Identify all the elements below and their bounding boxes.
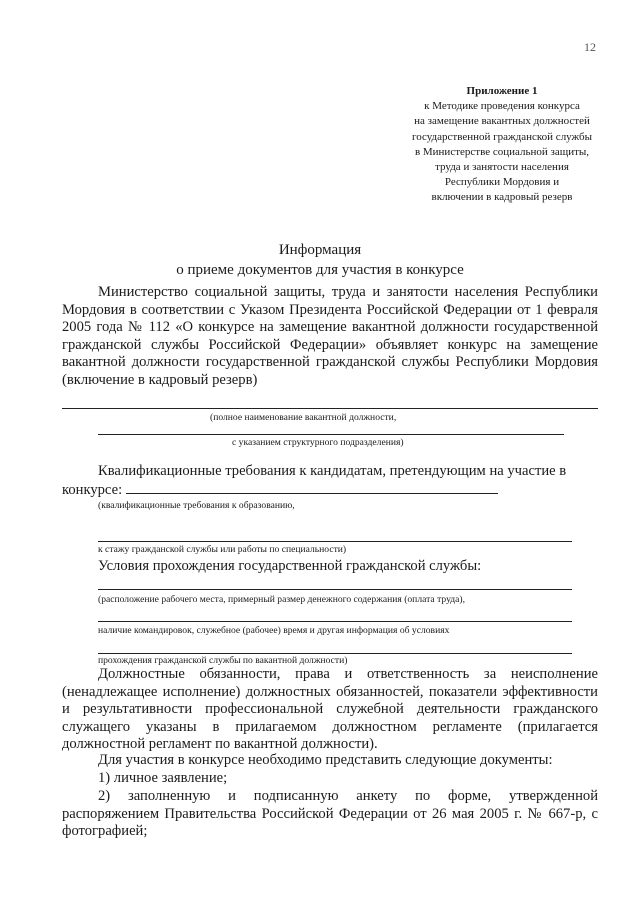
duties-paragraph: Должностные обязанности, права и ответственность за неисполнение (ненадлежащее исполнение) должностных обязанностей, показатели эффективности и результативности профессиональной служебной деятельности гражданского служащего указаны в прилагаемом должностном регламенте (прилагается должностной регламент по вакантной должности).: [62, 666, 598, 753]
appendix-line: государственной гражданской службы: [412, 130, 592, 143]
department-caption: с указанием структурного подразделения): [232, 437, 404, 448]
appendix-heading: Приложение 1: [466, 85, 538, 97]
qualification-paragraph: [62, 463, 598, 481]
experience-blank-line: [98, 541, 572, 542]
documents-intro: Для участия в конкурсе необходимо представить следующие документы:: [98, 752, 553, 768]
appendix-line: на замещение вакантных должностей: [414, 115, 590, 128]
appendix-line: к Методике проведения конкурса: [424, 100, 580, 113]
title-line-1: Информация: [278, 242, 362, 258]
appendix-line: включении в кадровый резерв: [431, 191, 573, 204]
conditions-heading: Условия прохождения государственной гражданской службы:: [98, 558, 482, 574]
appendix-line: в Министерстве социальной защиты,: [414, 145, 590, 158]
documents-item-2: 2) заполненную и подписанную анкету по форме, утвержденной распоряжением Правительства Российской Федерации от 26 мая 2005 г. № 667-р, с фотографией;: [62, 788, 598, 840]
intro-paragraph: Министерство социальной защиты, труда и занятости населения Республики Мордовия в соответствии с Указом Президента Российской Федерации от 1 февраля 2005 года № 112 «О конкурсе на замещение вакантной должности государственной гражданской службы Российской Федерации» объявляет конкурс на замещение вакантной должности государственной гражданской службы Республики Мордовия (включение в кадровый резерв): [62, 284, 598, 388]
qualification-blank-line: [126, 481, 498, 494]
page-number: 12: [584, 40, 596, 54]
document-title: [60, 240, 580, 280]
workplace-blank-line: [98, 589, 572, 590]
trips-caption: наличие командировок, служебное (рабочее) время и другая информация об условиях: [98, 625, 450, 636]
title-line-2: о приеме документов для участия в конкурсе: [176, 262, 464, 278]
appendix-header: [384, 84, 620, 206]
position-caption: (полное наименование вакантной должности,: [210, 412, 397, 423]
education-caption: (квалификационные требования к образованию,: [98, 500, 295, 511]
appendix-line: Республики Мордовия и: [444, 176, 560, 189]
trips-blank-line: [98, 621, 572, 622]
documents-item-1: 1) личное заявление;: [98, 770, 228, 786]
service-caption: прохождения гражданской службы по вакантной должности): [98, 655, 348, 666]
position-blank-line: [62, 408, 598, 409]
appendix-line: труда и занятости населения: [435, 161, 569, 174]
experience-caption: к стажу гражданской службы или работы по специальности): [98, 544, 347, 555]
qualification-line-2-row: [62, 481, 598, 500]
department-blank-line: [98, 434, 564, 435]
service-blank-line: [98, 653, 572, 654]
qualification-line-1: Квалификационные требования к кандидатам, претендующим на участие в: [98, 463, 567, 479]
qualification-line-2: конкурсе:: [62, 482, 123, 498]
workplace-caption: (расположение рабочего места, примерный размер денежного содержания (оплата труда),: [98, 594, 465, 605]
